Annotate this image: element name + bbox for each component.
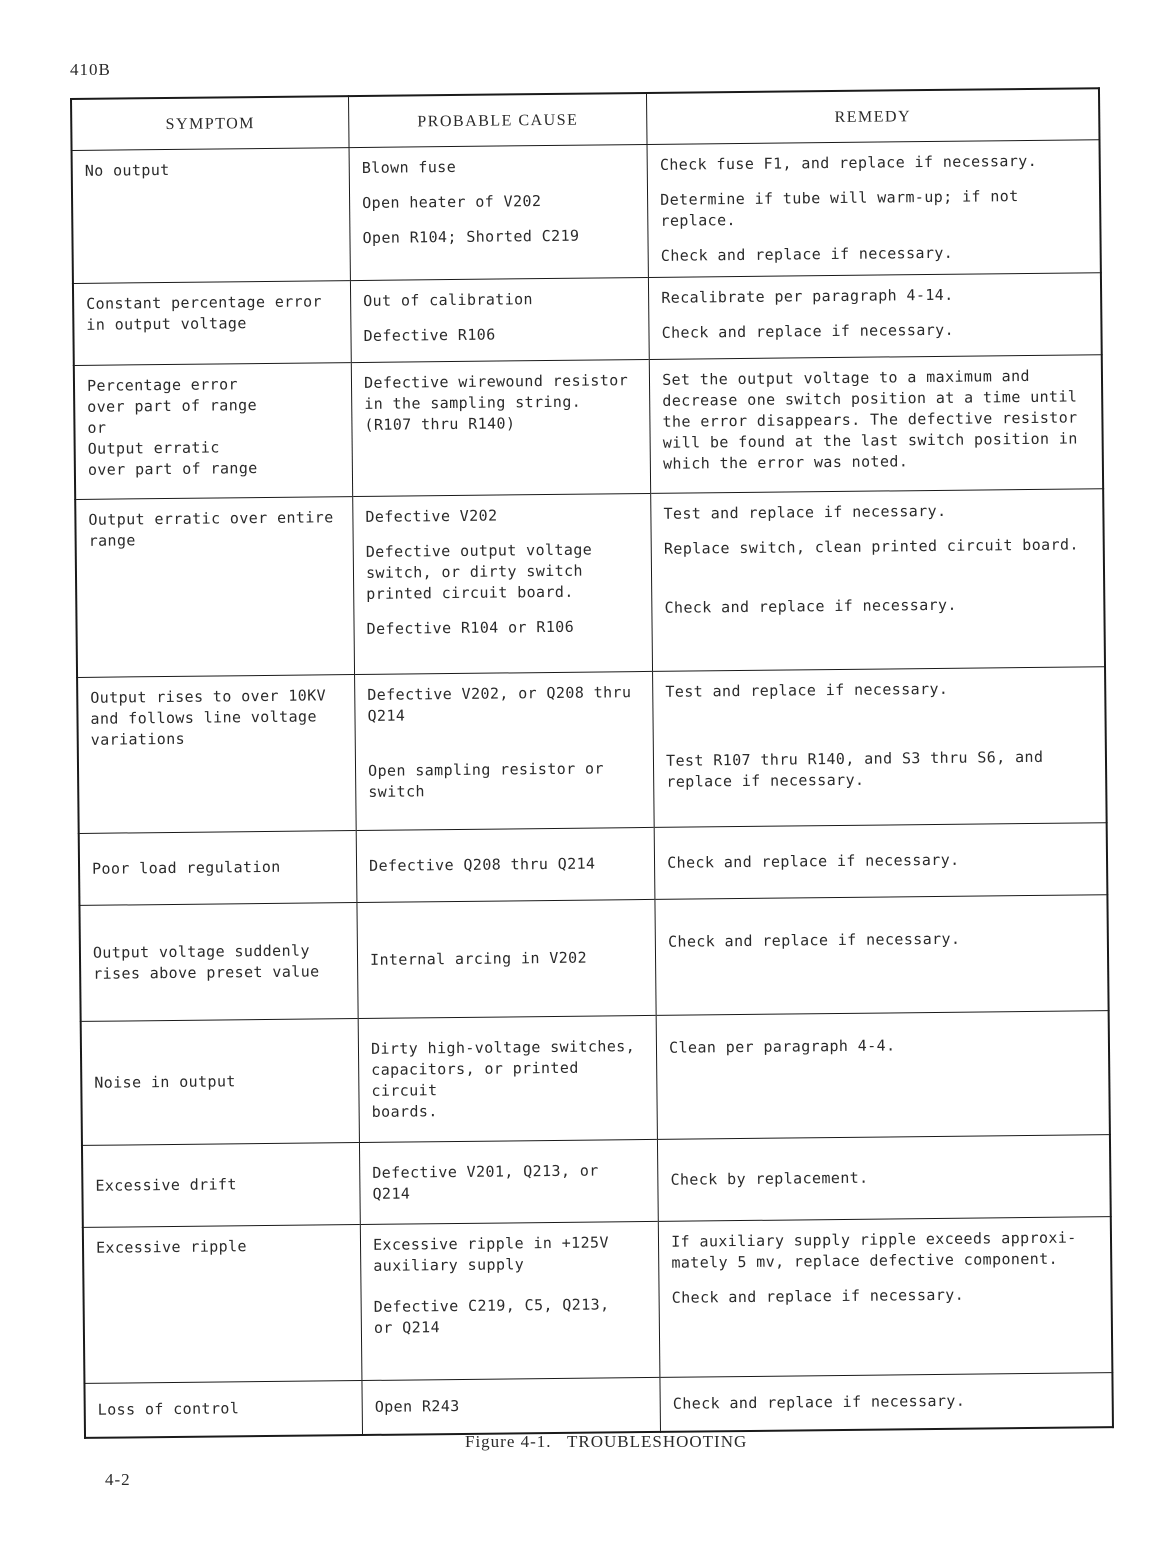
remedy-cell: [654, 823, 1107, 900]
remedy-text: Check and replace if necessary.: [671, 1285, 965, 1307]
symptom-text: Noise in output: [94, 1072, 236, 1092]
symptom-text: Excessive drift: [95, 1175, 237, 1195]
remedy-cell: [653, 667, 1107, 828]
remedy-text: Clean per paragraph 4-4.: [669, 1036, 896, 1057]
symptom-cell: [83, 1225, 362, 1384]
page-number: 4-2: [105, 1470, 131, 1489]
table-row: [74, 355, 1103, 500]
cause-text: Internal arcing in V202: [369, 948, 588, 969]
remedy-cell: [660, 1373, 1113, 1432]
symptom-cell: [72, 148, 351, 284]
cause-cell: [350, 277, 649, 362]
symptom-cell: [79, 903, 358, 1022]
symptom-text: Percentage error over part of range or Output erratic over part of range: [86, 375, 258, 479]
cause-text: Open R104; Shorted C219: [362, 226, 580, 247]
remedy-text: Check and replace if necessary.: [664, 595, 957, 617]
remedy-cell: [656, 1011, 1110, 1140]
table-row: [83, 1217, 1113, 1384]
cause-text: Defective C219, C5, Q213, or Q214: [373, 1295, 610, 1337]
remedy-text: Check and replace if necessary.: [667, 850, 960, 872]
cause-cell: [360, 1139, 659, 1224]
cause-text: Open heater of V202: [362, 192, 542, 212]
cause-text: Blown fuse: [361, 157, 457, 177]
remedy-cell: [649, 355, 1103, 494]
symptom-cell: [75, 497, 354, 678]
table-row: [79, 895, 1108, 1022]
remedy-text: Check and replace if necessary.: [660, 243, 954, 265]
cause-text: Defective Q208 thru Q214: [369, 854, 596, 875]
remedy-cell: [649, 273, 1102, 360]
cause-cell: [360, 1221, 660, 1380]
symptom-text: Output voltage suddenly rises above preset value: [92, 941, 320, 983]
remedy-cell: [658, 1217, 1112, 1378]
symptom-column-header: SYMPTOM: [71, 96, 349, 150]
table-row: [81, 1011, 1110, 1146]
remedy-text: Replace switch, clean printed circuit board.: [663, 535, 1079, 558]
troubleshooting-table: [70, 87, 1114, 1438]
remedy-text: Determine if tube will warm-up; if not replace.: [660, 187, 1019, 230]
symptom-cell: [84, 1381, 362, 1438]
cause-text: Dirty high-voltage switches, capacitors, or printed circuit boards.: [370, 1036, 636, 1121]
remedy-text: Test and replace if necessary.: [663, 501, 947, 523]
symptom-text: Excessive ripple: [95, 1237, 248, 1257]
cause-text: Defective R106: [363, 325, 496, 345]
cause-text: Defective V201, Q213, or Q214: [372, 1161, 599, 1203]
remedy-text: Check fuse F1, and replace if necessary.: [659, 151, 1038, 174]
remedy-text: Set the output voltage to a maximum and decrease one switch position at a time until the error disappears. The defective resistor will be found at the last switch position in which the error was noted.: [662, 366, 1078, 473]
cause-text: Defective output voltage switch, or dirty switch printed circuit board.: [365, 540, 593, 603]
table-row: [72, 140, 1101, 284]
remedy-text: Test R107 thru R140, and S3 thru S6, and replace if necessary.: [666, 747, 1044, 791]
symptom-cell: [81, 1019, 360, 1146]
table-row: [84, 1373, 1113, 1438]
table-row: [75, 489, 1105, 678]
remedy-text: Check by replacement.: [670, 1168, 869, 1189]
page-model-label: 410B: [70, 60, 111, 79]
remedy-cell: [647, 140, 1101, 278]
cause-text: Defective V202, or Q208 thru Q214: [367, 683, 632, 725]
remedy-text: Check and replace if necessary.: [661, 320, 955, 342]
cause-cell: [349, 144, 648, 280]
remedy-text: Recalibrate per paragraph 4-14.: [661, 285, 954, 307]
symptom-text: Poor load regulation: [91, 857, 281, 878]
table-row: [82, 1135, 1111, 1228]
troubleshooting-rows: [72, 140, 1113, 1438]
symptom-cell: [73, 281, 351, 366]
remedy-text: Check and replace if necessary.: [672, 1391, 966, 1413]
symptom-text: Constant percentage error in output voltage: [86, 292, 323, 334]
cause-text: Open sampling resistor or switch: [368, 759, 604, 801]
cause-text: Defective V202: [365, 506, 498, 526]
cause-column-header: PROBABLE CAUSE: [349, 93, 648, 148]
table-row: [73, 273, 1102, 366]
symptom-text: No output: [84, 160, 170, 180]
cause-cell: [355, 671, 655, 830]
table-row: [77, 667, 1107, 834]
symptom-text: Loss of control: [97, 1399, 240, 1419]
remedy-text: Check and replace if necessary.: [667, 929, 961, 951]
symptom-cell: [77, 675, 356, 834]
cause-text: Defective R104 or R106: [366, 617, 575, 638]
remedy-text: Test and replace if necessary.: [665, 679, 949, 701]
cause-text: Excessive ripple in +125V auxiliary supply: [372, 1233, 609, 1275]
cause-text: Out of calibration: [363, 290, 534, 310]
remedy-cell: [655, 895, 1109, 1016]
cause-text: Open R243: [374, 1396, 460, 1416]
symptom-cell: [74, 363, 353, 500]
cause-cell: [358, 1015, 657, 1142]
troubleshooting-table-container: [70, 87, 1114, 1438]
symptom-text: Output rises to over 10KV and follows line voltage variations: [90, 686, 327, 749]
cause-cell: [357, 899, 656, 1018]
cause-text: Defective wirewound resistor in the sampling string. (R107 thru R140): [363, 371, 629, 434]
cause-cell: [362, 1377, 661, 1434]
figure-caption: Figure 4-1. TROUBLESHOOTING: [465, 1432, 748, 1451]
symptom-cell: [79, 831, 357, 906]
cause-cell: [356, 827, 655, 902]
remedy-column-header: REMEDY: [647, 88, 1100, 144]
symptom-text: Output erratic over entire range: [88, 508, 334, 550]
cause-cell: [351, 359, 650, 496]
table-row: [79, 823, 1108, 906]
symptom-cell: [82, 1143, 360, 1228]
remedy-text: If auxiliary supply ripple exceeds approxi- mately 5 mv, replace defective component.: [671, 1228, 1077, 1272]
cause-cell: [353, 493, 653, 674]
remedy-cell: [658, 1135, 1111, 1222]
remedy-cell: [651, 489, 1105, 672]
